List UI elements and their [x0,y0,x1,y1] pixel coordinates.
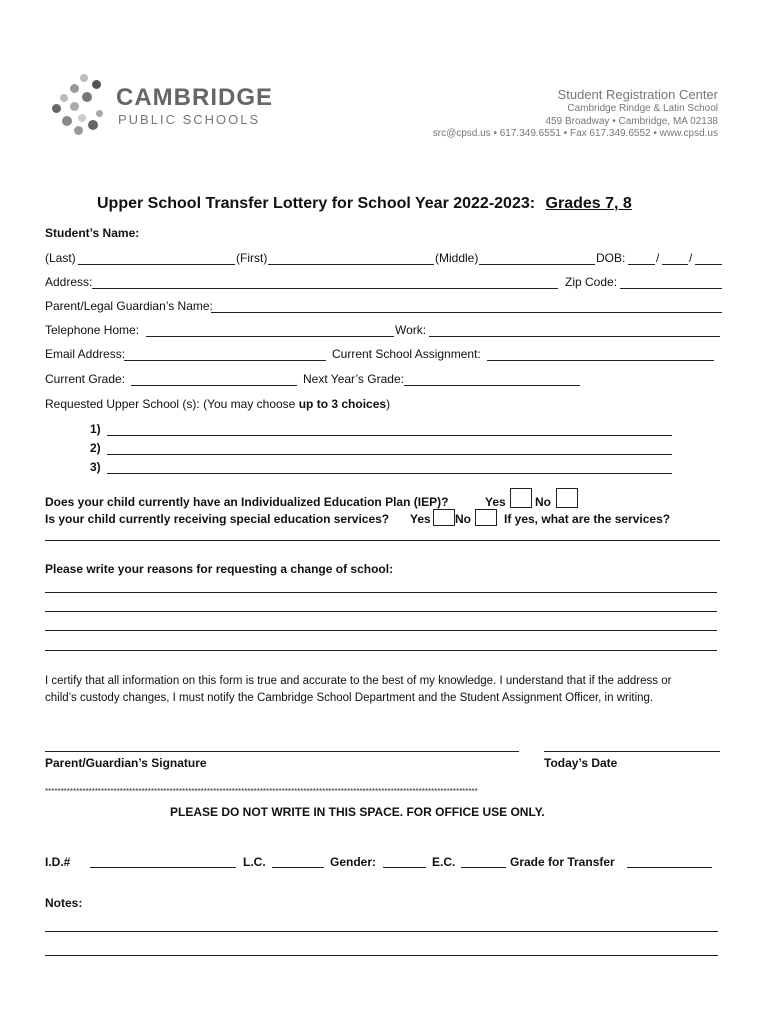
lc-label: L.C. [243,855,266,869]
ec-field[interactable] [461,867,506,868]
first-name-field[interactable] [268,264,434,265]
notes-line[interactable] [45,931,718,932]
logo-wordmark: CAMBRIDGE [116,84,273,111]
date-field[interactable] [544,751,720,752]
grade-transfer-label: Grade for Transfer [510,855,615,869]
reasons-line[interactable] [45,650,717,651]
school-name: Cambridge Rindge & Latin School [567,103,718,114]
certification-text: I certify that all information on this form is true and accurate to the best of my knowledge. I understand that if the address or [45,675,672,687]
current-school-label: Current School Assignment: [332,347,481,361]
sped-yes-checkbox[interactable] [433,509,455,526]
choice-3-field[interactable] [107,473,672,474]
dob-separator: / [689,251,693,265]
logo-subtitle: PUBLIC SCHOOLS [118,112,261,127]
id-field[interactable] [90,867,236,868]
address-label: Address: [45,275,93,289]
current-grade-field[interactable] [131,385,297,386]
last-name-field[interactable] [78,264,235,265]
signature-label: Parent/Guardian’s Signature [45,756,207,770]
next-grade-field[interactable] [404,385,580,386]
choice-number: 2) [90,441,101,455]
phone-home-label: Telephone Home: [45,323,140,337]
requested-limit: up to 3 choices [298,397,387,411]
reasons-line[interactable] [45,630,717,631]
logo-dot-mark [50,72,110,138]
choice-number: 1) [90,422,101,436]
date-label: Today’s Date [544,756,618,770]
reasons-line[interactable] [45,611,717,612]
choice-1-field[interactable] [107,435,672,436]
zip-label: Zip Code: [565,275,618,289]
first-name-label: (First) [236,251,268,265]
current-grade-label: Current Grade: [45,372,126,386]
center-title: Student Registration Center [557,87,718,102]
phone-home-field[interactable] [146,336,394,337]
gender-label: Gender: [330,855,377,869]
reasons-label: Please write your reasons for requesting a change of school: [45,562,394,576]
guardian-label: Parent/Legal Guardian’s Name: [45,299,213,313]
signature-field[interactable] [45,751,519,752]
iep-question: Does your child currently have an Individualized Education Plan (IEP)? [45,495,449,509]
dob-day-field[interactable] [662,264,688,265]
current-school-field[interactable] [487,360,714,361]
form-title [97,195,632,213]
ec-label: E.C. [432,855,456,869]
zip-field[interactable] [620,288,722,289]
sped-question: Is your child currently receiving special education services? [45,512,390,526]
last-name-label: (Last) [45,251,76,265]
student-name-label: Student’s Name: [45,226,140,240]
id-label: I.D.# [45,855,71,869]
grade-transfer-field[interactable] [627,867,712,868]
services-label: If yes, what are the services? [504,512,671,526]
guardian-field[interactable] [211,312,722,313]
dob-year-field[interactable] [695,264,722,265]
services-field[interactable] [45,540,720,541]
phone-work-label: Work: [395,323,427,337]
school-address: 459 Broadway • Cambridge, MA 02138 [545,116,718,127]
gender-field[interactable] [383,867,426,868]
iep-no-label: No [535,495,551,509]
choice-2-field[interactable] [107,454,672,455]
office-use-notice: PLEASE DO NOT WRITE IN THIS SPACE. FOR OFFICE USE ONLY. [170,805,545,819]
notes-label: Notes: [45,896,83,910]
form-title-text: Upper School Transfer Lottery for School Year 2022-2023: [97,195,536,212]
sped-no-checkbox[interactable] [475,509,497,526]
cambridge-logo [50,72,280,142]
certification-text: child’s custody changes, I must notify the Cambridge School Department and the Student Assignment Officer, in writing. [45,692,654,704]
school-contact: src@cpsd.us • 617.349.6551 • Fax 617.349.6552 • www.cpsd.us [432,128,718,139]
iep-yes-label: Yes [485,495,506,509]
address-field[interactable] [92,288,558,289]
email-label: Email Address: [45,347,126,361]
notes-line[interactable] [45,955,718,956]
sped-yes-label: Yes [410,512,431,526]
phone-work-field[interactable] [429,336,720,337]
sped-no-label: No [455,512,471,526]
middle-name-field[interactable] [479,264,595,265]
requested-school-label: Requested Upper School (s): (You may choose up to 3 choices) [45,397,391,411]
separator-stars: ******************************************************************************************************************************************* [45,787,478,796]
dob-separator: / [656,251,660,265]
next-grade-label: Next Year’s Grade: [303,372,404,386]
iep-no-checkbox[interactable] [556,488,578,508]
email-field[interactable] [124,360,326,361]
iep-yes-checkbox[interactable] [510,488,532,508]
lc-field[interactable] [272,867,324,868]
dob-month-field[interactable] [628,264,655,265]
choice-number: 3) [90,460,101,474]
reasons-line[interactable] [45,592,717,593]
dob-label: DOB: [596,251,626,265]
middle-name-label: (Middle) [435,251,479,265]
form-grades: Grades 7, 8 [545,195,632,212]
